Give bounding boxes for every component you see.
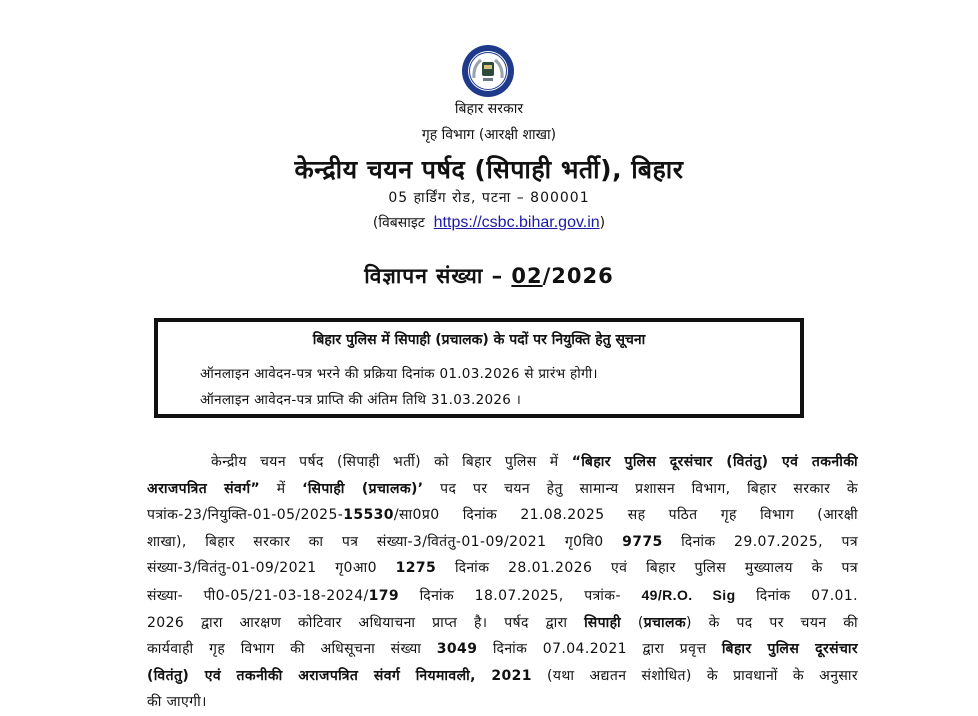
notice-box — [154, 318, 804, 418]
website-line — [0, 213, 978, 232]
paragraph-line: की जाएगी। — [147, 694, 207, 711]
website-link[interactable]: https://csbc.bihar.gov.in — [433, 214, 600, 231]
government-name: बिहार सरकार — [454, 101, 524, 117]
paragraph-line: संख्या-3/वितंतु-01-09/2021 गृ0आ0 1275 दिनांक 28.01.2026 एवं बिहार पुलिस मुख्यालय के पत्र — [147, 560, 858, 577]
paragraph-line: पत्रांक-23/नियुक्ति-01-05/2025-15530/सा0प्र0 दिनांक 21.08.2025 सह पठित गृह विभाग (आरक्षी — [147, 507, 858, 524]
website-suffix: ) — [599, 215, 606, 231]
paragraph-line: (वितंतु) एवं तकनीकी अराजपत्रित संवर्ग नियमावली, 2021 (यथा अद्यतन संशोधित) के प्रावधानों के अनुसार — [147, 667, 858, 684]
department-name: गृह विभाग (आरक्षी शाखा) — [421, 127, 557, 143]
application-start-notice: ऑनलाइन आवेदन-पत्र भरने की प्रक्रिया दिनांक 01.03.2026 से प्रारंभ होगी। — [200, 366, 598, 382]
paragraph-line: संख्या- पी0-05/21-03-18-2024/179 दिनांक 18.07.2025, पत्रांक- 49/R.O. Sig दिनांक 07.01. — [147, 586, 859, 604]
advertisement-number: 02 — [511, 264, 543, 288]
advertisement-label: विज्ञापन संख्या – — [364, 264, 504, 288]
paragraph-line: शाखा), बिहार सरकार का पत्र संख्या-3/वितंतु-01-09/2021 गृ0वि0 9775 दिनांक 29.07.2025, पत्र — [147, 533, 858, 550]
bihar-police-emblem-icon — [461, 44, 515, 98]
body-paragraph — [147, 449, 858, 716]
notice-title: बिहार पुलिस में सिपाही (प्रचालक) के पदों पर नियुक्ति हेतु सूचना — [312, 332, 646, 348]
paragraph-line: कार्यवाही गृह विभाग की अधिसूचना संख्या 3049 दिनांक 07.04.2021 द्वारा प्रवृत्त बिहार पुलिस दूरसंचार — [147, 641, 858, 658]
advertisement-year: /2026 — [542, 264, 614, 288]
board-name-heading: केन्द्रीय चयन पर्षद (सिपाही भर्ती), बिहार — [294, 155, 684, 184]
application-deadline-notice: ऑनलाइन आवेदन-पत्र प्राप्ति की अंतिम तिथि 31.03.2026 । — [200, 392, 522, 408]
paragraph-line: 2026 द्वारा आरक्षण कोटिवार अधियाचना प्राप्त है। पर्षद द्वारा सिपाही (प्रचालक) के पद पर चयन की — [147, 614, 859, 631]
paragraph-line: अराजपत्रित संवर्ग” में ‘सिपाही (प्रचालक)’ पद पर चयन हेतु सामान्य प्रशासन विभाग, बिहार सरकार के — [147, 480, 859, 497]
advertisement-number-heading — [0, 262, 978, 290]
paragraph-line: केन्द्रीय चयन पर्षद (सिपाही भर्ती) को बिहार पुलिस में “बिहार पुलिस दूरसंचार (वितंतु) एवं तकनीकी — [211, 454, 858, 470]
website-prefix: (विबसाइट — [372, 215, 425, 231]
office-address: 05 हार्डिंग रोड, पटना – 800001 — [388, 190, 590, 206]
